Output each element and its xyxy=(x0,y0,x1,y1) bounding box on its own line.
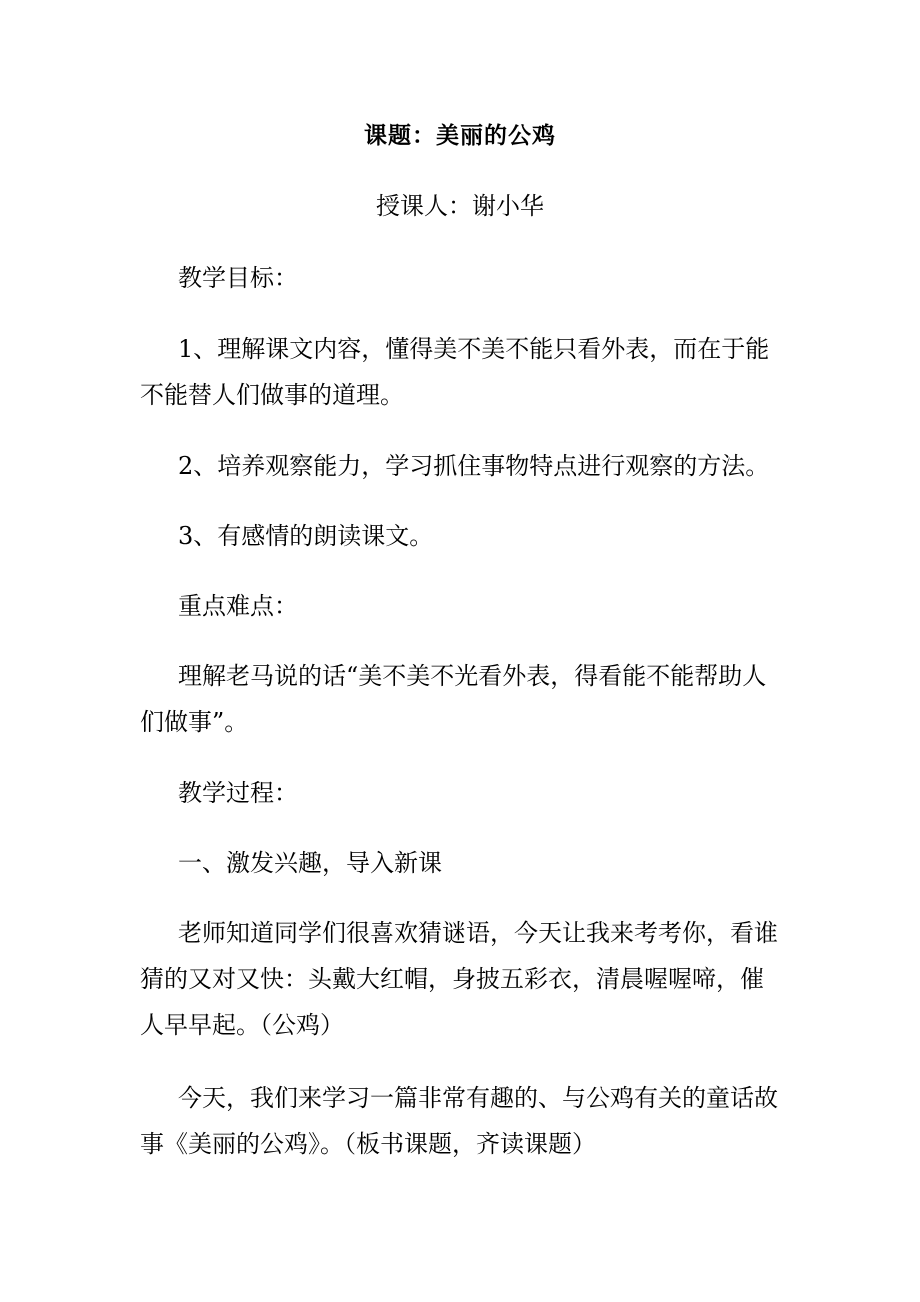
intro-paragraph: 今天，我们来学习一篇非常有趣的、与公鸡有关的童话故事《美丽的公鸡》。（板书课题，齐读课题） xyxy=(140,1084,778,1158)
objective-item-3: 3、有感情的朗读课文。 xyxy=(178,522,434,550)
section-heading-objectives: 教学目标： xyxy=(178,264,298,292)
riddle-paragraph: 老师知道同学们很喜欢猜谜语，今天让我来考考你，看谁猜的又对又快：头戴大红帽，身披五彩衣，清晨喔喔啼，催人早早起。（公鸡） xyxy=(140,919,778,1039)
section-heading-key-points: 重点难点： xyxy=(178,592,298,620)
section-heading-process: 教学过程： xyxy=(178,779,298,807)
objective-item-1: 1、理解课文内容，懂得美不美不能只看外表，而在于能不能替人们做事的道理。 xyxy=(140,335,770,409)
document-author: 授课人：谢小华 xyxy=(376,192,544,220)
document-title: 课题：美丽的公鸡 xyxy=(364,123,556,149)
objective-item-2: 2、培养观察能力，学习抓住事物特点进行观察的方法。 xyxy=(178,452,770,480)
process-step-1-heading: 一、激发兴趣，导入新课 xyxy=(178,849,442,877)
key-point-text: 理解老马说的话“美不美不光看外表，得看能不能帮助人们做事”。 xyxy=(140,662,767,736)
